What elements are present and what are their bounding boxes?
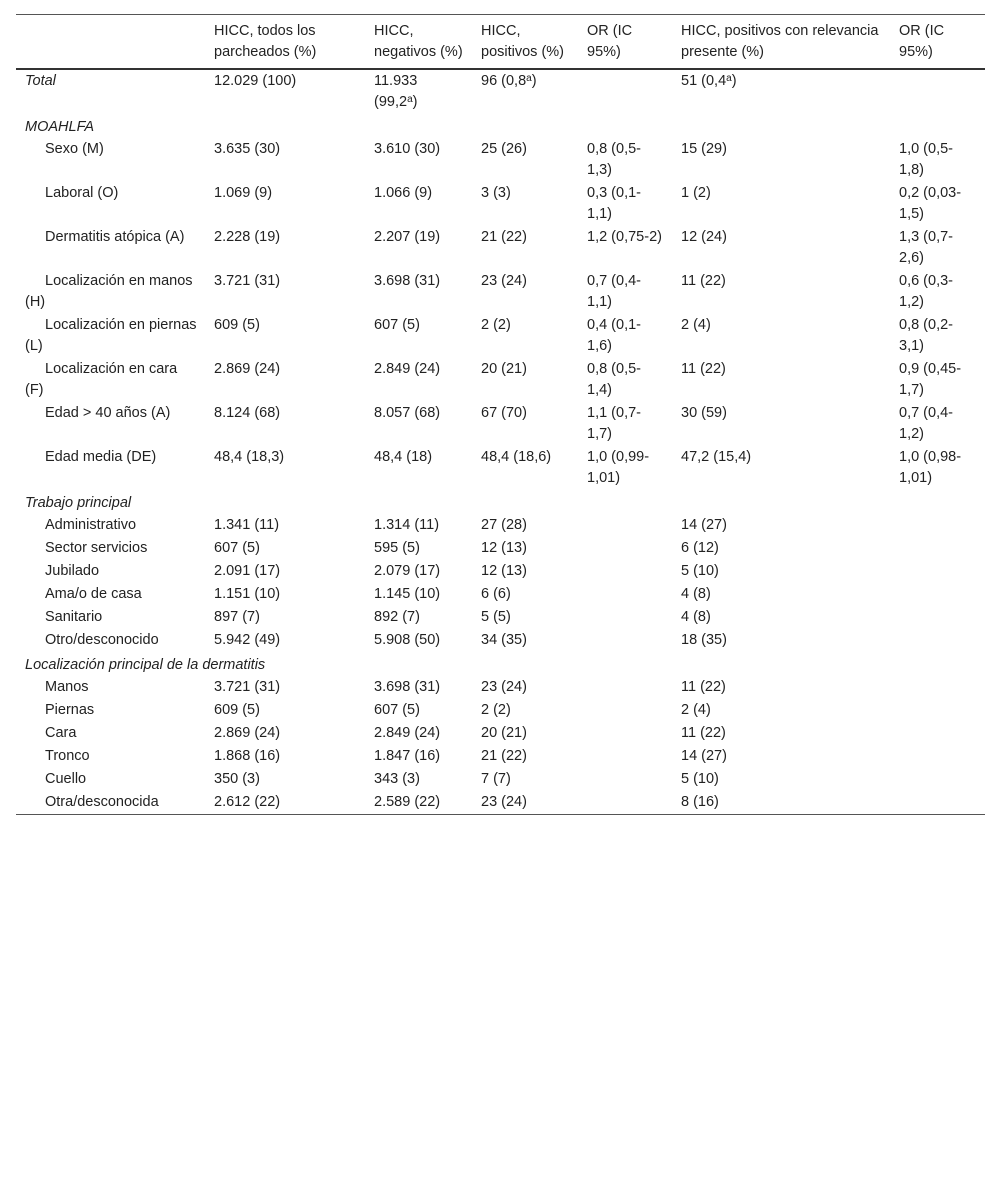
cell-or1: 1,2 (0,75-2) (587, 229, 662, 245)
cell-or2 (890, 676, 985, 699)
cell-or1: 0,4 (0,1-1,6) (587, 317, 641, 354)
cell-pos: 20 (21) (481, 725, 527, 741)
cell-or2: 0,7 (0,4-1,2) (899, 405, 953, 442)
row-label: Laboral (O) (45, 185, 119, 201)
cell-or1 (578, 745, 672, 768)
section-header-row (16, 490, 985, 514)
table-row (16, 583, 985, 606)
cell-all: 2.612 (22) (214, 794, 281, 810)
cell-neg: 3.610 (30) (374, 141, 441, 157)
table-row (16, 270, 985, 314)
cell-all: 609 (5) (214, 702, 260, 718)
cell-or2 (890, 514, 985, 537)
cell-pos: 21 (22) (481, 748, 527, 764)
cell-pos: 3 (3) (481, 185, 511, 201)
cell-rel: 51 (0,4$^a$) (681, 73, 737, 89)
table-row (16, 606, 985, 629)
cell-all: 1.341 (11) (214, 517, 280, 533)
cell-pos: 23 (24) (481, 794, 527, 810)
cell-neg: 1.847 (16) (374, 748, 441, 764)
cell-or1 (578, 514, 672, 537)
cell-or1: 0,8 (0,5-1,3) (587, 141, 641, 178)
table-row (16, 226, 985, 270)
table-row (16, 676, 985, 699)
cell-pos: 21 (22) (481, 229, 527, 245)
header-cell: HICC, positivos (%) (481, 23, 564, 60)
cell-all: 3.721 (31) (214, 679, 281, 695)
cell-all: 2.869 (24) (214, 361, 281, 377)
cell-pos: 96 (0,8$^a$) (481, 73, 537, 89)
cell-rel: 15 (29) (681, 141, 727, 157)
cell-all: 897 (7) (214, 609, 260, 625)
cell-or2 (890, 791, 985, 815)
cell-all: 2.228 (19) (214, 229, 281, 245)
cell-or1 (578, 629, 672, 652)
header-cell: OR (IC 95%) (899, 23, 945, 60)
cell-neg: 1.314 (11) (374, 517, 440, 533)
cell-rel: 11 (22) (681, 273, 726, 289)
cell-neg: 1.145 (10) (374, 586, 441, 602)
cell-rel: 30 (59) (681, 405, 727, 421)
total-row (16, 69, 985, 114)
cell-neg: 2.849 (24) (374, 725, 441, 741)
cell-rel: 1 (2) (681, 185, 711, 201)
cell-or1: 0,7 (0,4-1,1) (587, 273, 641, 310)
cell-neg: 892 (7) (374, 609, 420, 625)
cell-or1 (578, 768, 672, 791)
cell-rel: 11 (22) (681, 725, 726, 741)
row-label: Cuello (45, 771, 87, 787)
table-row (16, 182, 985, 226)
cell-or2 (890, 69, 985, 114)
cell-or1 (578, 537, 672, 560)
cell-neg: 595 (5) (374, 540, 420, 556)
row-label: Sector servicios (45, 540, 148, 556)
section-title: Localización principal de la dermatitis (25, 657, 266, 673)
table-row (16, 629, 985, 652)
cell-neg: 5.908 (50) (374, 632, 441, 648)
table-row (16, 537, 985, 560)
cell-or1 (578, 722, 672, 745)
cell-rel: 47,2 (15,4) (681, 449, 752, 465)
cell-neg: 3.698 (31) (374, 273, 441, 289)
cell-all: 2.091 (17) (214, 563, 281, 579)
cell-neg: 607 (5) (374, 702, 420, 718)
cell-or1 (578, 560, 672, 583)
row-label: Manos (45, 679, 89, 695)
cell-or2 (890, 699, 985, 722)
table-row (16, 446, 985, 490)
header-cell: HICC, negativos (%) (374, 23, 463, 60)
cell-rel: 8 (16) (681, 794, 719, 810)
cell-neg: 11.933 (99,2$^a$) (374, 73, 418, 110)
row-label: Ama/o de casa (45, 586, 142, 602)
row-label: Otra/desconocida (45, 794, 159, 810)
cell-pos: 34 (35) (481, 632, 527, 648)
cell-pos: 2 (2) (481, 317, 511, 333)
cell-pos: 5 (5) (481, 609, 511, 625)
row-label: Edad > 40 años (A) (45, 405, 171, 421)
cell-neg: 8.057 (68) (374, 405, 441, 421)
cell-all: 609 (5) (214, 317, 260, 333)
cell-or1: 1,0 (0,99-1,01) (587, 449, 650, 486)
cell-rel: 12 (24) (681, 229, 727, 245)
data-table (16, 14, 985, 815)
cell-neg: 2.849 (24) (374, 361, 441, 377)
cell-all: 350 (3) (214, 771, 260, 787)
cell-rel: 18 (35) (681, 632, 727, 648)
cell-rel: 4 (8) (681, 586, 711, 602)
table-row (16, 722, 985, 745)
row-label: Localización en manos (H) (25, 273, 193, 310)
cell-pos: 12 (13) (481, 563, 527, 579)
cell-or1 (578, 606, 672, 629)
cell-rel: 6 (12) (681, 540, 719, 556)
cell-or1: 1,1 (0,7-1,7) (587, 405, 641, 442)
row-label: Edad media (DE) (45, 449, 157, 465)
cell-pos: 67 (70) (481, 405, 527, 421)
row-label: Dermatitis atópica (A) (45, 229, 185, 245)
cell-rel: 14 (27) (681, 517, 727, 533)
cell-or1 (578, 583, 672, 606)
section-title: Trabajo principal (25, 495, 132, 511)
cell-or2 (890, 537, 985, 560)
cell-all: 3.635 (30) (214, 141, 281, 157)
cell-or2 (890, 768, 985, 791)
cell-or2 (890, 745, 985, 768)
cell-or2: 1,3 (0,7-2,6) (899, 229, 953, 266)
cell-all: 607 (5) (214, 540, 260, 556)
cell-or2: 0,8 (0,2-3,1) (899, 317, 953, 354)
cell-rel: 4 (8) (681, 609, 711, 625)
row-label: Sexo (M) (45, 141, 104, 157)
cell-neg: 2.079 (17) (374, 563, 441, 579)
cell-pos: 2 (2) (481, 702, 511, 718)
cell-all: 2.869 (24) (214, 725, 281, 741)
cell-neg: 48,4 (18) (374, 449, 433, 465)
table-row (16, 358, 985, 402)
section-title: MOAHLFA (25, 119, 95, 135)
cell-pos: 48,4 (18,6) (481, 449, 552, 465)
cell-pos: 25 (26) (481, 141, 527, 157)
row-label: Jubilado (45, 563, 100, 579)
row-label: Sanitario (45, 609, 103, 625)
cell-all: 1.868 (16) (214, 748, 281, 764)
table-row (16, 560, 985, 583)
cell-rel: 2 (4) (681, 317, 711, 333)
table-row (16, 791, 985, 815)
row-label: Tronco (45, 748, 90, 764)
cell-or2: 1,0 (0,98-1,01) (899, 449, 962, 486)
cell-all: 5.942 (49) (214, 632, 281, 648)
cell-all: 8.124 (68) (214, 405, 281, 421)
cell-rel: 2 (4) (681, 702, 711, 718)
cell-pos: 12 (13) (481, 540, 527, 556)
cell-rel: 11 (22) (681, 361, 726, 377)
cell-or1: 0,3 (0,1-1,1) (587, 185, 641, 222)
header-cell (16, 15, 205, 70)
table-row (16, 745, 985, 768)
row-label: Localización en piernas (L) (25, 317, 197, 354)
cell-or2: 1,0 (0,5-1,8) (899, 141, 953, 178)
cell-pos: 23 (24) (481, 679, 527, 695)
cell-pos: 23 (24) (481, 273, 527, 289)
table-row (16, 402, 985, 446)
table-row (16, 314, 985, 358)
section-header-row (16, 652, 985, 676)
cell-all: 12.029 (100) (214, 73, 297, 89)
cell-or2: 0,6 (0,3-1,2) (899, 273, 953, 310)
cell-all: 3.721 (31) (214, 273, 281, 289)
cell-rel: 14 (27) (681, 748, 727, 764)
section-header-row (16, 114, 985, 138)
cell-neg: 1.066 (9) (374, 185, 433, 201)
cell-or2: 0,2 (0,03-1,5) (899, 185, 962, 222)
cell-rel: 11 (22) (681, 679, 726, 695)
cell-all: 48,4 (18,3) (214, 449, 285, 465)
cell-rel: 5 (10) (681, 771, 719, 787)
row-label: Total (25, 73, 56, 89)
cell-pos: 7 (7) (481, 771, 511, 787)
cell-or2 (890, 583, 985, 606)
table-row (16, 768, 985, 791)
cell-neg: 2.589 (22) (374, 794, 441, 810)
cell-neg: 607 (5) (374, 317, 420, 333)
row-label: Piernas (45, 702, 95, 718)
cell-all: 1.069 (9) (214, 185, 273, 201)
row-label: Administrativo (45, 517, 137, 533)
table-row (16, 699, 985, 722)
header-row (16, 15, 985, 70)
cell-neg: 3.698 (31) (374, 679, 441, 695)
row-label: Cara (45, 725, 77, 741)
cell-or2: 0,9 (0,45-1,7) (899, 361, 962, 398)
cell-or1 (578, 791, 672, 815)
cell-or1 (578, 69, 672, 114)
cell-or2 (890, 722, 985, 745)
table-row (16, 514, 985, 537)
cell-pos: 27 (28) (481, 517, 527, 533)
cell-all: 1.151 (10) (214, 586, 281, 602)
header-cell: HICC, todos los parcheados (%) (214, 23, 317, 60)
header-cell: OR (IC 95%) (587, 23, 633, 60)
table-row (16, 138, 985, 182)
cell-neg: 343 (3) (374, 771, 420, 787)
header-cell: HICC, positivos con relevancia presente (%) (681, 23, 879, 60)
row-label: Otro/desconocido (45, 632, 159, 648)
row-label: Localización en cara (F) (25, 361, 178, 398)
cell-or1: 0,8 (0,5-1,4) (587, 361, 641, 398)
cell-neg: 2.207 (19) (374, 229, 441, 245)
cell-or2 (890, 606, 985, 629)
cell-or2 (890, 560, 985, 583)
cell-pos: 20 (21) (481, 361, 527, 377)
cell-or1 (578, 699, 672, 722)
cell-pos: 6 (6) (481, 586, 511, 602)
cell-or2 (890, 629, 985, 652)
cell-or1 (578, 676, 672, 699)
cell-rel: 5 (10) (681, 563, 719, 579)
